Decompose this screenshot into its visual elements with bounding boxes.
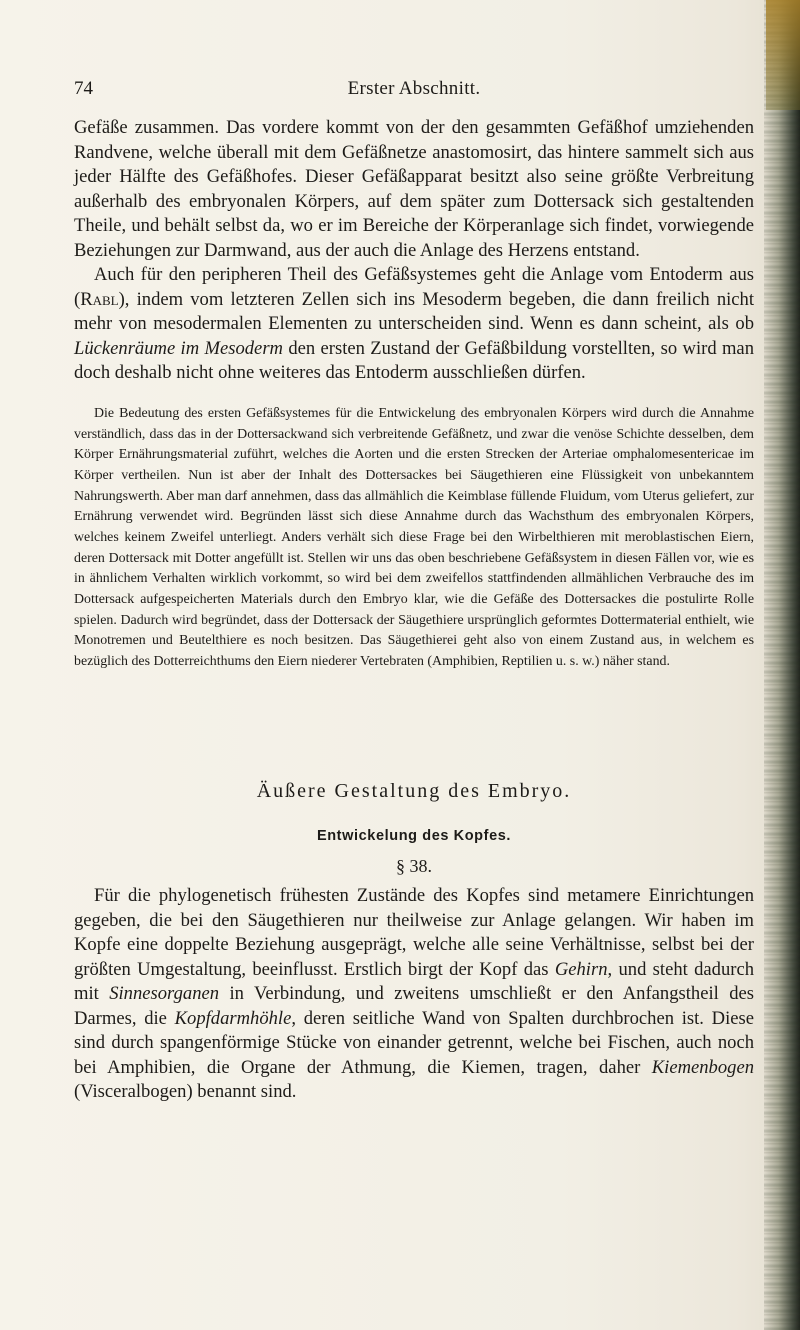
author-name-rabl: Rabl	[80, 288, 119, 310]
text-run: , und steht dadurch mit	[74, 958, 754, 1005]
running-head: Erster Abschnitt.	[347, 78, 481, 99]
paragraph-continuation: Gefäße zusammen. Das vordere kommt von der den gesammten Gefäßhof umziehenden Randvene, welche überall mit dem Gefäßnetze anastomosirt, das hintere sammelt sich aus jeder Hälfte des Gefäßhofes. Dieser Gefäßapparat besitzt also seine größte Verbreitung außerhalb des embryonalen Körpers, auf dem später zum Dottersack sich gestaltenden Theile, und behält selbst da, wo er im Bereiche der Körperanlage sich findet, vorwiegende Beziehungen zur Darmwand, aus der auch die Anlage des Herzens entstand.	[74, 117, 754, 261]
body-text-top	[74, 116, 754, 386]
text-run: den ersten Zustand der Gefäßbildung vorstellten, so wird man doch deshalb nicht ohne weiteres das Entoderm ausschließen dürfen.	[74, 337, 754, 384]
text-run: Auch für den peripheren Theil des Gefäßsystemes geht die Anlage vom Entoderm aus (	[74, 264, 754, 310]
page-edge-shadow	[764, 0, 800, 1330]
emphasis-gehirn: Gehirn	[554, 958, 608, 980]
note-paragraph: Die Bedeutung des ersten Gefäßsystemes für die Entwickelung des embryonalen Körpers wird durch die Annahme verständlich, dass das in der Dottersackwand sich verbreitende Gefäßnetz, und zwar die venöse Schichte desselben, dem Körper Ernährungsmaterial zuführt, welches die Aorten und die ersten Strecken der Arteriae omphalomesentericae im Körper vertheilen. Nun ist aber der Inhalt des Dottersackes bei Säugethieren eine Flüssigkeit von unbekanntem Nahrungswerth. Aber man darf annehmen, dass das allmählich die Keimblase füllende Fluidum, vom Uterus geliefert, zur Ernährung verwendet wird. Begründen lässt sich diese Annahme durch das Wachsthum des embryonalen Körpers, welches keinem Zweifel unterliegt. Anders verhält sich diese Frage bei den Wirbelthieren mit meroblastischen Eiern, deren Dottersack mit Dotter angefüllt ist. Stellen wir uns das oben beschriebene Gefäßsystem in diesen Fällen vor, wie es in ähnlichem Verhalten wirklich vorkommt, so wird bei dem zweifellos stattfindenden allmählichen Verbrauche des im Dottersack aufgespeicherten Materials durch den Embryo klar, wie die Gefäße des Dottersackes die postulirte Rolle spielen. Dadurch wird begründet, dass der Dottersack der Säugethiere ursprünglich geformtes Dottermaterial enthielt, wie Monotremen und Beutelthiere es noch besitzen. Das Säugethierei geht also von einem Zustand aus, in welchem es bezüglich des Dotterreichthums den Eiern niederer Vertebraten (Amphibien, Reptilien u. s. w.) näher stand.	[74, 406, 754, 669]
page-number: 74	[74, 78, 93, 99]
text-run: Für die phylogenetisch frühesten Zustände des Kopfes sind metamere Einrichtungen gegeben, die bei den Säugethieren nur theilweise zur Anlage gelangen. Wir haben im Kopfe eine doppelte Beziehung ausgeprägt, welche alle seine Verhältnisse, selbst bei der größten Umgestaltung, beeinflusst. Erstlich birgt der Kopf das	[74, 885, 754, 980]
small-print-note	[74, 404, 754, 673]
emphasis-kiemenbogen: Kiemenbogen	[651, 1056, 754, 1078]
body-text-bottom	[74, 884, 754, 1105]
section-title: Äußere Gestaltung des Embryo.	[256, 780, 572, 802]
page-edge-stain	[766, 0, 800, 110]
text-run: (Visceralbogen) benannt sind.	[74, 1081, 297, 1103]
subsection-title: Entwickelung des Kopfes.	[316, 828, 512, 844]
text-run: in Verbindung, und zweitens umschließt er den Anfangstheil des Darmes, die	[74, 983, 754, 1029]
text-run: , deren seitliche Wand von Spalten durchbrochen ist. Diese sind durch spangenförmige Stücke von einander getrennt, welche bei Fischen, auch noch bei Amphibien, die Organe der Athmung, die Kiemen, tragen, daher	[74, 1007, 754, 1078]
emphasis-text: Lückenräume im Mesoderm	[74, 337, 283, 359]
paragraph-head-development	[74, 884, 754, 1105]
text-run: ), indem vom letzteren Zellen sich ins Mesoderm begeben, die dann freilich nicht mehr von mesodermalen Elementen zu unterscheiden sind. Wenn es dann scheint, als ob	[74, 288, 754, 335]
emphasis-sinnesorganen: Sinnesorganen	[109, 983, 220, 1005]
paragraph-peripheral-vessels	[74, 263, 754, 386]
paragraph-number: § 38.	[396, 856, 432, 876]
emphasis-kopfdarmhoehle: Kopfdarmhöhle	[174, 1007, 292, 1029]
page-header	[74, 78, 754, 104]
